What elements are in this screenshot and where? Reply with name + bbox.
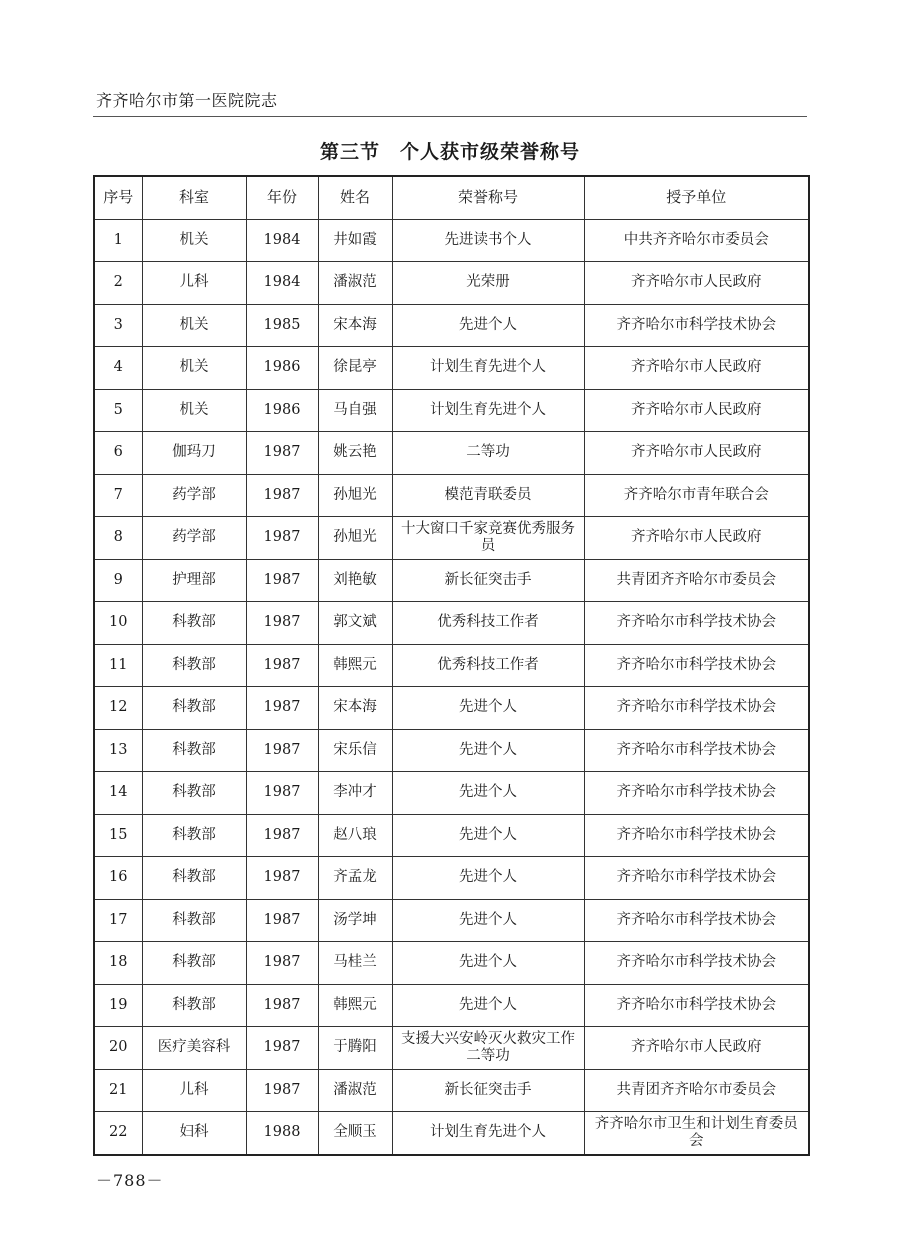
cell-year: 1988 bbox=[246, 1112, 318, 1155]
section-title: 第三节 个人获市级荣誉称号 bbox=[319, 141, 580, 163]
cell-no: 5 bbox=[94, 389, 142, 432]
cell-no: 16 bbox=[94, 857, 142, 900]
cell-dept: 儿科 bbox=[142, 262, 246, 305]
cell-grantor: 齐齐哈尔市青年联合会 bbox=[584, 474, 809, 517]
cell-grantor: 齐齐哈尔市科学技术协会 bbox=[584, 304, 809, 347]
table-row bbox=[94, 559, 809, 602]
cell-name: 韩熙元 bbox=[318, 984, 392, 1027]
col-header-year: 年份 bbox=[246, 176, 318, 219]
cell-grantor: 齐齐哈尔市人民政府 bbox=[584, 389, 809, 432]
cell-dept: 妇科 bbox=[142, 1112, 246, 1155]
cell-honor: 先进个人 bbox=[392, 814, 584, 857]
cell-year: 1987 bbox=[246, 644, 318, 687]
col-header-name: 姓名 bbox=[318, 176, 392, 219]
cell-name: 齐孟龙 bbox=[318, 857, 392, 900]
table-row bbox=[94, 814, 809, 857]
cell-grantor: 齐齐哈尔市科学技术协会 bbox=[584, 942, 809, 985]
cell-honor: 先进个人 bbox=[392, 857, 584, 900]
cell-dept: 机关 bbox=[142, 304, 246, 347]
cell-dept: 药学部 bbox=[142, 474, 246, 517]
table-row bbox=[94, 899, 809, 942]
cell-dept: 药学部 bbox=[142, 517, 246, 560]
cell-honor: 先进个人 bbox=[392, 942, 584, 985]
page-number: －788－ bbox=[96, 1171, 164, 1190]
cell-dept: 科教部 bbox=[142, 729, 246, 772]
col-header-dept: 科室 bbox=[142, 176, 246, 219]
cell-grantor: 齐齐哈尔市人民政府 bbox=[584, 1027, 809, 1070]
cell-no: 21 bbox=[94, 1069, 142, 1112]
cell-year: 1987 bbox=[246, 814, 318, 857]
cell-no: 15 bbox=[94, 814, 142, 857]
running-head-title: 齐齐哈尔市第一医院院志 bbox=[96, 91, 278, 110]
cell-honor: 先进读书个人 bbox=[392, 219, 584, 262]
cell-year: 1987 bbox=[246, 474, 318, 517]
table-row bbox=[94, 474, 809, 517]
table-row bbox=[94, 262, 809, 305]
cell-grantor: 齐齐哈尔市科学技术协会 bbox=[584, 899, 809, 942]
cell-grantor: 齐齐哈尔市科学技术协会 bbox=[584, 687, 809, 730]
cell-no: 12 bbox=[94, 687, 142, 730]
cell-grantor: 齐齐哈尔市科学技术协会 bbox=[584, 857, 809, 900]
cell-dept: 科教部 bbox=[142, 984, 246, 1027]
cell-name: 汤学坤 bbox=[318, 899, 392, 942]
cell-grantor: 齐齐哈尔市人民政府 bbox=[584, 432, 809, 475]
cell-grantor: 共青团齐齐哈尔市委员会 bbox=[584, 559, 809, 602]
cell-grantor: 齐齐哈尔市科学技术协会 bbox=[584, 602, 809, 645]
cell-honor: 支援大兴安岭灭火救灾工作二等功 bbox=[392, 1027, 584, 1070]
cell-honor: 模范青联委员 bbox=[392, 474, 584, 517]
cell-name: 李冲才 bbox=[318, 772, 392, 815]
cell-honor: 新长征突击手 bbox=[392, 559, 584, 602]
cell-year: 1987 bbox=[246, 1069, 318, 1112]
cell-name: 宋本海 bbox=[318, 304, 392, 347]
cell-dept: 科教部 bbox=[142, 687, 246, 730]
cell-no: 17 bbox=[94, 899, 142, 942]
cell-honor: 优秀科技工作者 bbox=[392, 644, 584, 687]
cell-year: 1987 bbox=[246, 517, 318, 560]
table-row bbox=[94, 1112, 809, 1155]
table-row bbox=[94, 857, 809, 900]
table-row bbox=[94, 389, 809, 432]
cell-name: 韩熙元 bbox=[318, 644, 392, 687]
cell-name: 潘淑范 bbox=[318, 1069, 392, 1112]
table-row bbox=[94, 772, 809, 815]
cell-honor: 先进个人 bbox=[392, 687, 584, 730]
cell-grantor: 齐齐哈尔市人民政府 bbox=[584, 517, 809, 560]
cell-honor: 先进个人 bbox=[392, 984, 584, 1027]
honors-table bbox=[93, 175, 810, 1156]
cell-dept: 机关 bbox=[142, 219, 246, 262]
table-row bbox=[94, 984, 809, 1027]
cell-grantor: 齐齐哈尔市科学技术协会 bbox=[584, 729, 809, 772]
cell-dept: 科教部 bbox=[142, 602, 246, 645]
cell-year: 1987 bbox=[246, 729, 318, 772]
cell-honor: 先进个人 bbox=[392, 899, 584, 942]
header-rule bbox=[93, 116, 807, 117]
table-row bbox=[94, 347, 809, 390]
cell-grantor: 齐齐哈尔市科学技术协会 bbox=[584, 772, 809, 815]
cell-honor: 计划生育先进个人 bbox=[392, 1112, 584, 1155]
cell-name: 徐昆亭 bbox=[318, 347, 392, 390]
cell-dept: 科教部 bbox=[142, 899, 246, 942]
cell-name: 宋本海 bbox=[318, 687, 392, 730]
cell-grantor: 共青团齐齐哈尔市委员会 bbox=[584, 1069, 809, 1112]
cell-no: 22 bbox=[94, 1112, 142, 1155]
cell-honor: 光荣册 bbox=[392, 262, 584, 305]
cell-no: 20 bbox=[94, 1027, 142, 1070]
cell-name: 全顺玉 bbox=[318, 1112, 392, 1155]
table-body bbox=[94, 219, 809, 1155]
cell-honor: 先进个人 bbox=[392, 772, 584, 815]
cell-name: 孙旭光 bbox=[318, 474, 392, 517]
cell-honor: 先进个人 bbox=[392, 304, 584, 347]
cell-no: 11 bbox=[94, 644, 142, 687]
cell-name: 姚云艳 bbox=[318, 432, 392, 475]
cell-grantor: 齐齐哈尔市人民政府 bbox=[584, 347, 809, 390]
cell-name: 马桂兰 bbox=[318, 942, 392, 985]
cell-grantor: 齐齐哈尔市卫生和计划生育委员会 bbox=[584, 1112, 809, 1155]
cell-name: 宋乐信 bbox=[318, 729, 392, 772]
cell-name: 马自强 bbox=[318, 389, 392, 432]
cell-grantor: 中共齐齐哈尔市委员会 bbox=[584, 219, 809, 262]
cell-dept: 儿科 bbox=[142, 1069, 246, 1112]
cell-no: 8 bbox=[94, 517, 142, 560]
cell-grantor: 齐齐哈尔市科学技术协会 bbox=[584, 814, 809, 857]
cell-no: 9 bbox=[94, 559, 142, 602]
col-header-grantor: 授予单位 bbox=[584, 176, 809, 219]
table-row bbox=[94, 602, 809, 645]
table-row bbox=[94, 304, 809, 347]
cell-dept: 机关 bbox=[142, 389, 246, 432]
cell-no: 7 bbox=[94, 474, 142, 517]
table-row bbox=[94, 432, 809, 475]
cell-year: 1987 bbox=[246, 899, 318, 942]
cell-dept: 科教部 bbox=[142, 857, 246, 900]
cell-honor: 先进个人 bbox=[392, 729, 584, 772]
cell-dept: 机关 bbox=[142, 347, 246, 390]
cell-year: 1987 bbox=[246, 602, 318, 645]
cell-year: 1987 bbox=[246, 432, 318, 475]
cell-year: 1987 bbox=[246, 857, 318, 900]
cell-year: 1987 bbox=[246, 559, 318, 602]
cell-no: 13 bbox=[94, 729, 142, 772]
cell-year: 1987 bbox=[246, 984, 318, 1027]
cell-honor: 新长征突击手 bbox=[392, 1069, 584, 1112]
cell-honor: 计划生育先进个人 bbox=[392, 347, 584, 390]
cell-year: 1987 bbox=[246, 942, 318, 985]
cell-no: 3 bbox=[94, 304, 142, 347]
col-header-no: 序号 bbox=[94, 176, 142, 219]
cell-year: 1987 bbox=[246, 772, 318, 815]
cell-year: 1986 bbox=[246, 347, 318, 390]
cell-honor: 优秀科技工作者 bbox=[392, 602, 584, 645]
cell-grantor: 齐齐哈尔市科学技术协会 bbox=[584, 644, 809, 687]
cell-dept: 科教部 bbox=[142, 644, 246, 687]
cell-name: 于腾阳 bbox=[318, 1027, 392, 1070]
cell-dept: 科教部 bbox=[142, 772, 246, 815]
cell-no: 10 bbox=[94, 602, 142, 645]
table-row bbox=[94, 644, 809, 687]
cell-year: 1987 bbox=[246, 1027, 318, 1070]
cell-dept: 科教部 bbox=[142, 942, 246, 985]
cell-dept: 科教部 bbox=[142, 814, 246, 857]
table-row bbox=[94, 687, 809, 730]
cell-no: 14 bbox=[94, 772, 142, 815]
cell-no: 19 bbox=[94, 984, 142, 1027]
table-row bbox=[94, 517, 809, 560]
cell-year: 1984 bbox=[246, 262, 318, 305]
table-row bbox=[94, 219, 809, 262]
cell-dept: 伽玛刀 bbox=[142, 432, 246, 475]
cell-name: 刘艳敏 bbox=[318, 559, 392, 602]
cell-grantor: 齐齐哈尔市科学技术协会 bbox=[584, 984, 809, 1027]
table-row bbox=[94, 1069, 809, 1112]
cell-honor: 十大窗口千家竞赛优秀服务员 bbox=[392, 517, 584, 560]
cell-name: 井如霞 bbox=[318, 219, 392, 262]
cell-year: 1986 bbox=[246, 389, 318, 432]
cell-year: 1987 bbox=[246, 687, 318, 730]
table-row bbox=[94, 729, 809, 772]
cell-no: 1 bbox=[94, 219, 142, 262]
cell-name: 赵八琅 bbox=[318, 814, 392, 857]
table-row bbox=[94, 1027, 809, 1070]
cell-year: 1985 bbox=[246, 304, 318, 347]
cell-honor: 二等功 bbox=[392, 432, 584, 475]
cell-grantor: 齐齐哈尔市人民政府 bbox=[584, 262, 809, 305]
table-header-row bbox=[94, 176, 809, 219]
cell-name: 孙旭光 bbox=[318, 517, 392, 560]
cell-no: 18 bbox=[94, 942, 142, 985]
cell-dept: 护理部 bbox=[142, 559, 246, 602]
table-row bbox=[94, 942, 809, 985]
cell-name: 潘淑范 bbox=[318, 262, 392, 305]
cell-no: 4 bbox=[94, 347, 142, 390]
cell-year: 1984 bbox=[246, 219, 318, 262]
cell-no: 6 bbox=[94, 432, 142, 475]
cell-dept: 医疗美容科 bbox=[142, 1027, 246, 1070]
col-header-honor: 荣誉称号 bbox=[392, 176, 584, 219]
cell-no: 2 bbox=[94, 262, 142, 305]
cell-honor: 计划生育先进个人 bbox=[392, 389, 584, 432]
cell-name: 郭文斌 bbox=[318, 602, 392, 645]
